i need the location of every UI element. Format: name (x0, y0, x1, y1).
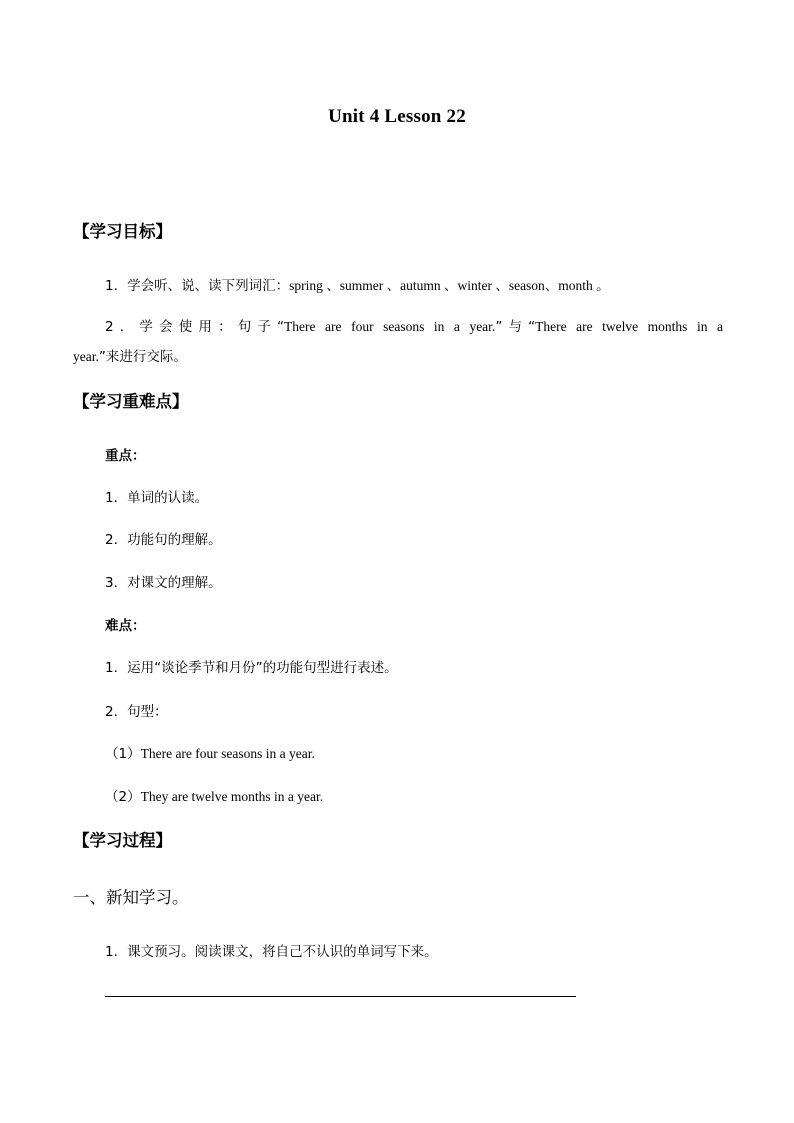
difficult-points-label: 难点： (105, 618, 146, 634)
sentence-pattern-1 (105, 742, 315, 762)
sentence-pattern-1-text: There are four seasons in a year. (140, 746, 315, 761)
objective-item-2-sentence-2b: year. (73, 349, 99, 364)
objective-item-1-number: 1． (105, 278, 128, 294)
difficult-point-1: 1．运用“谈论季节和月份”的功能句型进行表述。 (105, 660, 398, 676)
sentence-pattern-2-text: They are twelve months in a year. (140, 789, 324, 804)
process-step-1: 1．课文预习。阅读课文，将自己不认识的单词写下来。 (105, 944, 438, 960)
objective-item-1-words: spring 、summer 、autumn 、winter 、season、month 。 (289, 278, 610, 293)
key-point-1: 1．单词的认读。 (105, 490, 209, 506)
page-title: Unit 4 Lesson 22 (328, 106, 466, 127)
objective-item-2-number: 2． (105, 319, 140, 335)
difficult-point-2: 2．句型： (105, 704, 168, 720)
objective-item-2-prefix: 学会使用：句子“ (139, 319, 285, 335)
objective-item-1-prefix: 学会听、说、读下列词汇： (127, 278, 290, 294)
process-heading: 【学习过程】 (73, 831, 172, 850)
answer-blank-line[interactable] (105, 996, 576, 997)
difficulties-heading: 【学习重难点】 (73, 392, 189, 411)
objective-item-2-sentence-1: There are four seasons in a year. (284, 319, 496, 334)
objective-item-2-suffix: ”来进行交际。 (98, 349, 187, 365)
sentence-pattern-2-number: （2） (105, 789, 141, 805)
sentence-pattern-1-number: （1） (105, 746, 141, 762)
process-section-1-title: 一、新知学习。 (73, 888, 189, 907)
objective-item-1 (105, 274, 610, 294)
key-point-3: 3．对课文的理解。 (105, 575, 222, 591)
objective-item-2-mid: ”与“ (495, 319, 536, 335)
key-points-label: 重点： (105, 448, 146, 464)
objective-item-2-sentence-2a: There are twelve months in a (535, 319, 723, 334)
objective-item-2-line-1 (73, 315, 723, 335)
sentence-pattern-2 (105, 785, 323, 805)
objectives-heading: 【学习目标】 (73, 222, 172, 241)
key-point-2: 2．功能句的理解。 (105, 532, 222, 548)
objective-item-2-line-2 (73, 345, 187, 365)
